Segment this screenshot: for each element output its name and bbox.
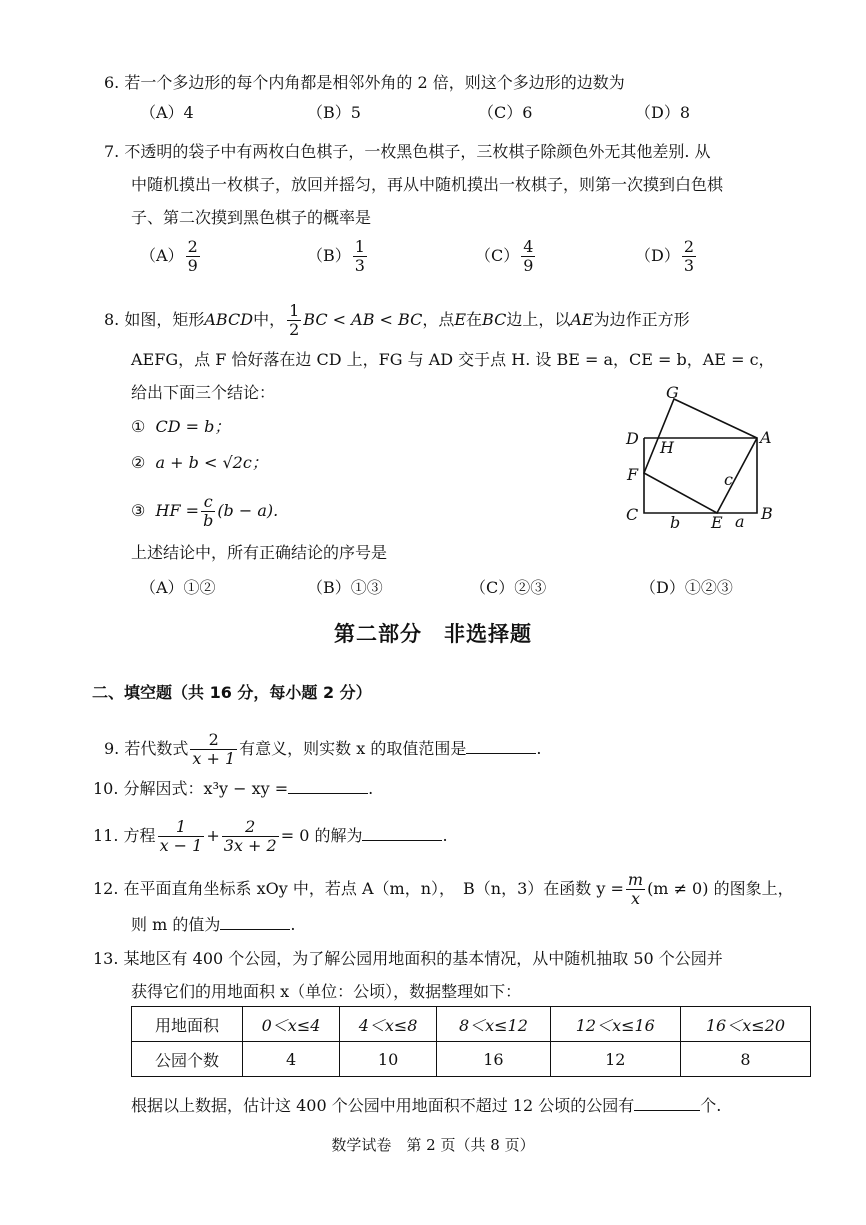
page-footer: 数学试卷 第 2 页（共 8 页） <box>331 1136 535 1154</box>
question-13: 13. 某地区有 400 个公园，为了解公园用地面积的基本情况，从中随机抽取 50 个公园并 <box>93 949 723 968</box>
label-c-side: c <box>724 470 733 489</box>
q7-option-c: （C） $\frac{4}{9}$ <box>475 237 534 275</box>
table-cell: 12＜x≤16 <box>550 1007 680 1042</box>
table-row <box>132 1007 811 1042</box>
q7-option-d: （D） $\frac{2}{3}$ <box>635 237 695 275</box>
table-cell: 16＜x≤20 <box>680 1007 810 1042</box>
question-number: 10. <box>93 779 119 798</box>
q7-option-b: （B） $\frac{1}{3}$ <box>307 237 365 275</box>
table-cell: 0＜x≤4 <box>243 1007 340 1042</box>
q6-option-c: （C）6 <box>478 103 533 122</box>
circle-number-1: ① <box>131 417 146 436</box>
q6-option-d: （D）8 <box>635 103 691 122</box>
park-area-table <box>131 1006 811 1077</box>
q13-line-2: 获得它们的用地面积 x（单位：公顷），数据整理如下： <box>131 982 522 1001</box>
q8-line-3: 给出下面三个结论： <box>131 383 276 402</box>
answer-blank <box>288 777 368 794</box>
fraction: $\frac{2}{9}$ <box>187 237 198 275</box>
q8-ask: 上述结论中，所有正确结论的序号是 <box>131 543 388 562</box>
q8-conclusion-1: ① CD = b； <box>131 417 231 436</box>
question-12: 12. 在平面直角坐标系 xOy 中，若点 A（m，n）， B（n，3）在函数 y = $\frac{m}{x}$ (m ≠ 0) 的图象上， <box>93 870 794 908</box>
label-e: E <box>711 513 723 530</box>
label-d: D <box>626 429 639 448</box>
question-8: 8. 如图，矩形ABCD中， $\frac{1}{2}$ BC < AB < BC，点E在BC边上，以AE为边作正方形 <box>104 301 690 339</box>
question-11: 11. 方程 $\frac{1}{x - 1}$ + $\frac{2}{3x + 2}$ = 0 的解为 . <box>93 817 448 855</box>
label-b: B <box>761 504 773 523</box>
answer-blank <box>362 824 442 841</box>
q8-option-c: （C）②③ <box>470 578 547 597</box>
q13-line-3: 根据以上数据，估计这 400 个公园中用地面积不超过 12 公顷的公园有 个. <box>131 1096 722 1115</box>
answer-blank <box>220 913 290 930</box>
question-number: 12. <box>93 879 119 898</box>
fraction: $\frac{2}{3x + 2}$ <box>223 817 277 855</box>
question-9: 9. 若代数式 $\frac{2}{x + 1}$ 有意义，则实数 x 的取值范围是 . <box>104 730 542 768</box>
fraction: $\frac{2}{3}$ <box>683 237 695 275</box>
q8-conclusion-3: ③ HF = $\frac{c}{b}$ (b − a). <box>131 492 279 530</box>
q8-option-d: （D）①②③ <box>640 578 733 597</box>
label-a: A <box>760 428 772 447</box>
circle-number-2: ② <box>131 453 146 472</box>
table-cell: 4＜x≤8 <box>340 1007 437 1042</box>
question-number: 11. <box>93 826 119 845</box>
question-text: 若一个多边形的每个内角都是相邻外角的 2 倍，则这个多边形的边数为 <box>124 73 625 92</box>
part-two-title: 第二部分 非选择题 <box>334 622 532 646</box>
q8-conclusion-2: ② a + b < √2c； <box>131 453 268 472</box>
table-cell: 4 <box>243 1042 340 1077</box>
question-number: 9. <box>104 739 120 758</box>
circle-number-3: ③ <box>131 501 146 520</box>
geometry-figure <box>610 385 790 530</box>
question-number: 7. <box>104 142 120 161</box>
label-g: G <box>666 385 679 402</box>
question-6 <box>104 73 625 93</box>
question-number: 13. <box>93 949 119 968</box>
label-a-side: a <box>735 512 745 530</box>
table-cell: 公园个数 <box>132 1042 243 1077</box>
label-c: C <box>626 505 639 524</box>
question-number: 6. <box>104 73 120 92</box>
q12-line-2: 则 m 的值为 . <box>131 915 296 934</box>
question-text: 不透明的袋子中有两枚白色棋子，一枚黑色棋子，三枚棋子除颜色外无其他差别. 从 <box>124 142 711 161</box>
answer-blank <box>466 737 536 754</box>
q7-line-3: 子、第二次摸到黑色棋子的概率是 <box>131 208 372 227</box>
table-cell: 12 <box>550 1042 680 1077</box>
q7-line-2: 中随机摸出一枚棋子，放回并摇匀，再从中随机摸出一枚棋子，则第一次摸到白色棋 <box>131 175 724 194</box>
q7-option-a: （A） $\frac{2}{9}$ <box>140 237 198 275</box>
section-heading: 二、填空题（共 16 分，每小题 2 分） <box>92 683 372 702</box>
question-number: 8. <box>104 310 120 329</box>
label-f: F <box>627 465 639 484</box>
question-10: 10. 分解因式：x³y − xy = . <box>93 779 374 798</box>
table-cell: 10 <box>340 1042 437 1077</box>
table-cell: 8 <box>680 1042 810 1077</box>
answer-blank <box>634 1094 700 1111</box>
q6-option-b: （B）5 <box>307 103 361 122</box>
fraction: $\frac{m}{x}$ <box>627 870 644 908</box>
fraction: $\frac{1}{x - 1}$ <box>159 817 203 855</box>
fraction: $\frac{4}{9}$ <box>523 237 534 275</box>
table-cell: 8＜x≤12 <box>437 1007 551 1042</box>
question-7 <box>104 142 711 162</box>
q6-option-a: （A）4 <box>140 103 194 122</box>
fraction: $\frac{1}{2}$ <box>289 301 300 339</box>
fraction: $\frac{2}{x + 1}$ <box>192 730 236 768</box>
q8-option-a: （A）①② <box>140 578 216 597</box>
table-cell: 用地面积 <box>132 1007 243 1042</box>
table-row <box>132 1042 811 1077</box>
label-h: H <box>660 438 674 457</box>
fraction: $\frac{c}{b}$ <box>203 492 214 530</box>
q8-option-b: （B）①③ <box>307 578 383 597</box>
table-cell: 16 <box>437 1042 551 1077</box>
fraction: $\frac{1}{3}$ <box>354 237 365 275</box>
q8-line-2: AEFG，点 F 恰好落在边 CD 上，FG 与 AD 交于点 H. 设 BE = a，CE = b，AE = c， <box>131 350 775 369</box>
label-b-side: b <box>670 513 681 530</box>
